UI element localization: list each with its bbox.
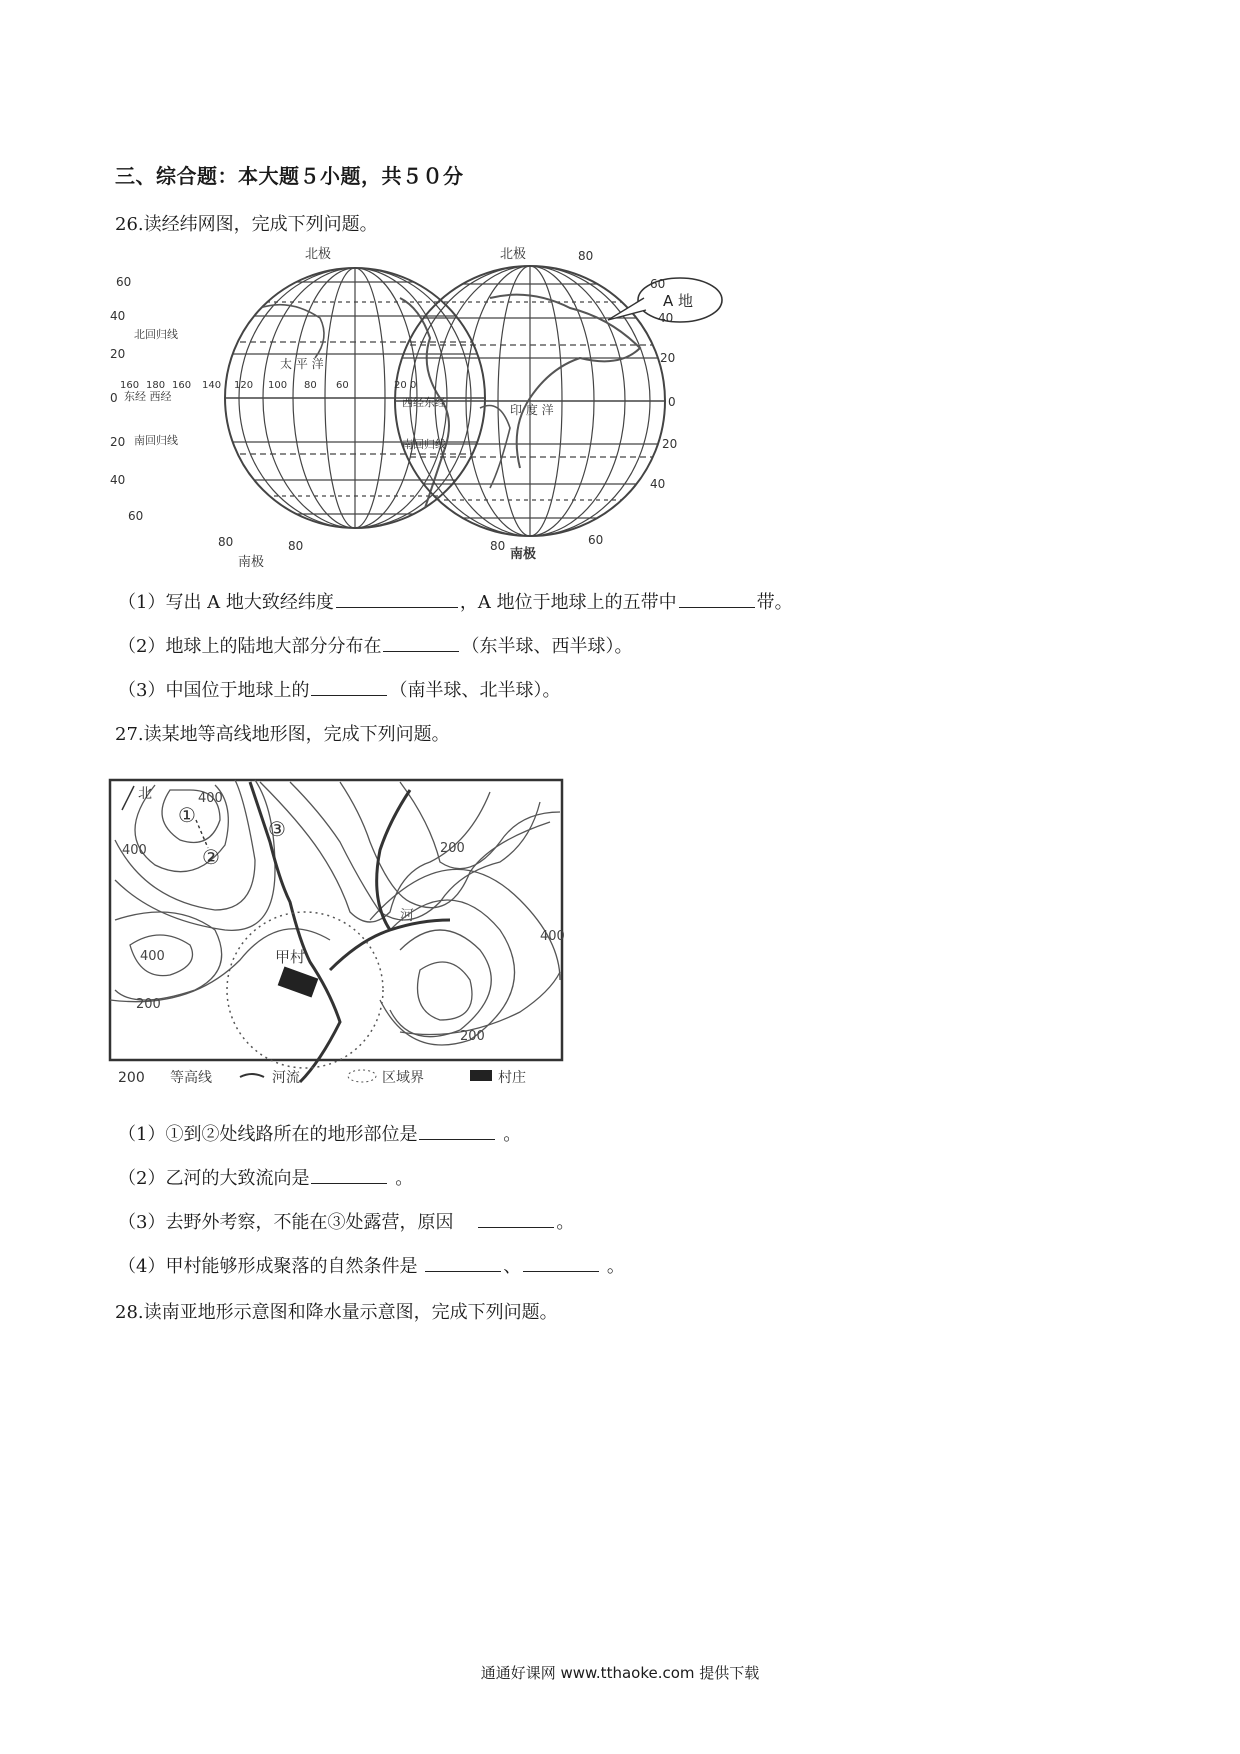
- svg-text:400: 400: [198, 791, 223, 806]
- svg-text:200: 200: [136, 997, 161, 1012]
- svg-text:100: 100: [268, 380, 288, 391]
- answer-blank[interactable]: [679, 589, 755, 608]
- tropic-south-label: 南回归线: [134, 434, 178, 447]
- q26-globe-figure: [110, 238, 730, 568]
- q27-item-3: （3）去野外考察，不能在③处露营，原因 。: [118, 1208, 574, 1234]
- page-footer: 通通好课网 www.tthaoke.com 提供下载: [480, 1664, 760, 1682]
- point-1-label: ①: [178, 803, 196, 827]
- svg-text:120: 120: [234, 380, 254, 391]
- svg-text:20: 20: [394, 380, 407, 391]
- answer-blank[interactable]: [478, 1209, 554, 1228]
- svg-text:160: 160: [120, 380, 140, 391]
- svg-text:40: 40: [110, 309, 126, 323]
- answer-blank[interactable]: [419, 1121, 495, 1140]
- answer-blank[interactable]: [311, 677, 387, 696]
- svg-text:60: 60: [336, 380, 349, 391]
- q27-item-4: （4）甲村能够形成聚落的自然条件是 、 。: [118, 1252, 625, 1278]
- q26-item-3: （3）中国位于地球上的 （南半球、北半球）。: [118, 676, 560, 702]
- south-pole-label-right: 南极: [510, 547, 537, 562]
- western-hemisphere-globe: [210, 268, 510, 528]
- svg-text:400: 400: [540, 929, 565, 944]
- q28-title: 28.读南亚地形示意图和降水量示意图，完成下列问题。: [115, 1302, 558, 1323]
- svg-text:400: 400: [140, 949, 165, 964]
- svg-text:80: 80: [218, 535, 234, 549]
- svg-text:区域界: 区域界: [382, 1070, 424, 1086]
- map-legend: [118, 1069, 526, 1086]
- answer-blank[interactable]: [383, 633, 459, 652]
- svg-text:40: 40: [658, 311, 674, 325]
- q26-item-1: （1）写出 A 地大致经纬度 ，A 地位于地球上的五带中 带。: [118, 588, 793, 614]
- west-east-label: 西经东经: [402, 396, 446, 409]
- indian-ocean-label: 印 度 洋: [510, 403, 554, 417]
- north-pole-label-left: 北极: [305, 247, 332, 262]
- q27-item-1: （1）①到②处线路所在的地形部位是 。: [118, 1120, 521, 1146]
- svg-text:20: 20: [110, 435, 126, 449]
- svg-text:160: 160: [172, 380, 192, 391]
- answer-blank[interactable]: [311, 1165, 387, 1184]
- route-1-to-2: [196, 820, 208, 848]
- south-pole-label-left: 南极: [238, 555, 265, 568]
- svg-text:村庄: 村庄: [498, 1070, 526, 1086]
- svg-text:等高线: 等高线: [170, 1070, 212, 1086]
- village-jia-marker: [278, 966, 319, 997]
- svg-text:0: 0: [668, 395, 676, 409]
- answer-blank[interactable]: [523, 1253, 599, 1272]
- svg-text:40: 40: [110, 473, 126, 487]
- svg-text:0: 0: [110, 391, 118, 405]
- answer-blank[interactable]: [336, 589, 458, 608]
- svg-text:200: 200: [440, 841, 465, 856]
- left-latitude-labels: [110, 275, 303, 553]
- svg-text:60: 60: [116, 275, 132, 289]
- svg-text:80: 80: [578, 249, 594, 263]
- svg-text:80: 80: [490, 539, 506, 553]
- svg-text:60: 60: [128, 509, 144, 523]
- section-heading: 三、综合题：本大题５小题，共５０分: [115, 164, 464, 188]
- svg-text:140: 140: [202, 380, 222, 391]
- north-pole-label-right: 北极: [500, 247, 527, 262]
- north-arrow: [122, 786, 134, 810]
- left-longitude-labels: [120, 380, 349, 391]
- svg-text:80: 80: [304, 380, 317, 391]
- svg-text:60: 60: [588, 533, 604, 547]
- north-label: 北: [138, 786, 152, 802]
- q27-title: 27.读某地等高线地形图，完成下列问题。: [115, 724, 450, 745]
- river-label: 河: [400, 908, 414, 924]
- svg-text:400: 400: [122, 843, 147, 858]
- q26-item-2: （2）地球上的陆地大部分分布在 （东半球、西半球）。: [118, 632, 632, 658]
- pacific-label: 太 平 洋: [280, 357, 324, 371]
- svg-text:80: 80: [288, 539, 304, 553]
- point-2-label: ②: [202, 845, 220, 869]
- svg-text:0: 0: [410, 380, 417, 391]
- svg-text:20: 20: [662, 437, 678, 451]
- svg-text:180: 180: [146, 380, 166, 391]
- svg-text:20: 20: [110, 347, 126, 361]
- right-longitude-labels: [394, 380, 416, 391]
- a-callout-label: A 地: [663, 292, 694, 310]
- svg-text:60: 60: [650, 277, 666, 291]
- svg-text:200: 200: [460, 1029, 485, 1044]
- tropic-north-label: 北回归线: [134, 328, 178, 341]
- svg-text:40: 40: [650, 477, 666, 491]
- answer-blank[interactable]: [425, 1253, 501, 1272]
- q26-title: 26.读经纬网图，完成下列问题。: [115, 214, 378, 235]
- svg-text:200: 200: [118, 1070, 145, 1086]
- point-3-label: ③: [268, 817, 286, 841]
- village-jia-label: 甲村: [275, 948, 306, 966]
- contour-labels: [122, 791, 565, 1044]
- svg-text:20: 20: [660, 351, 676, 365]
- svg-text:河流: 河流: [272, 1070, 300, 1086]
- q27-item-2: （2）乙河的大致流向是 。: [118, 1164, 413, 1190]
- q27-contour-map: [100, 770, 570, 1100]
- east-west-label: 东经 西经: [124, 390, 172, 403]
- tropic-south-label-right: 南回归线: [402, 438, 446, 451]
